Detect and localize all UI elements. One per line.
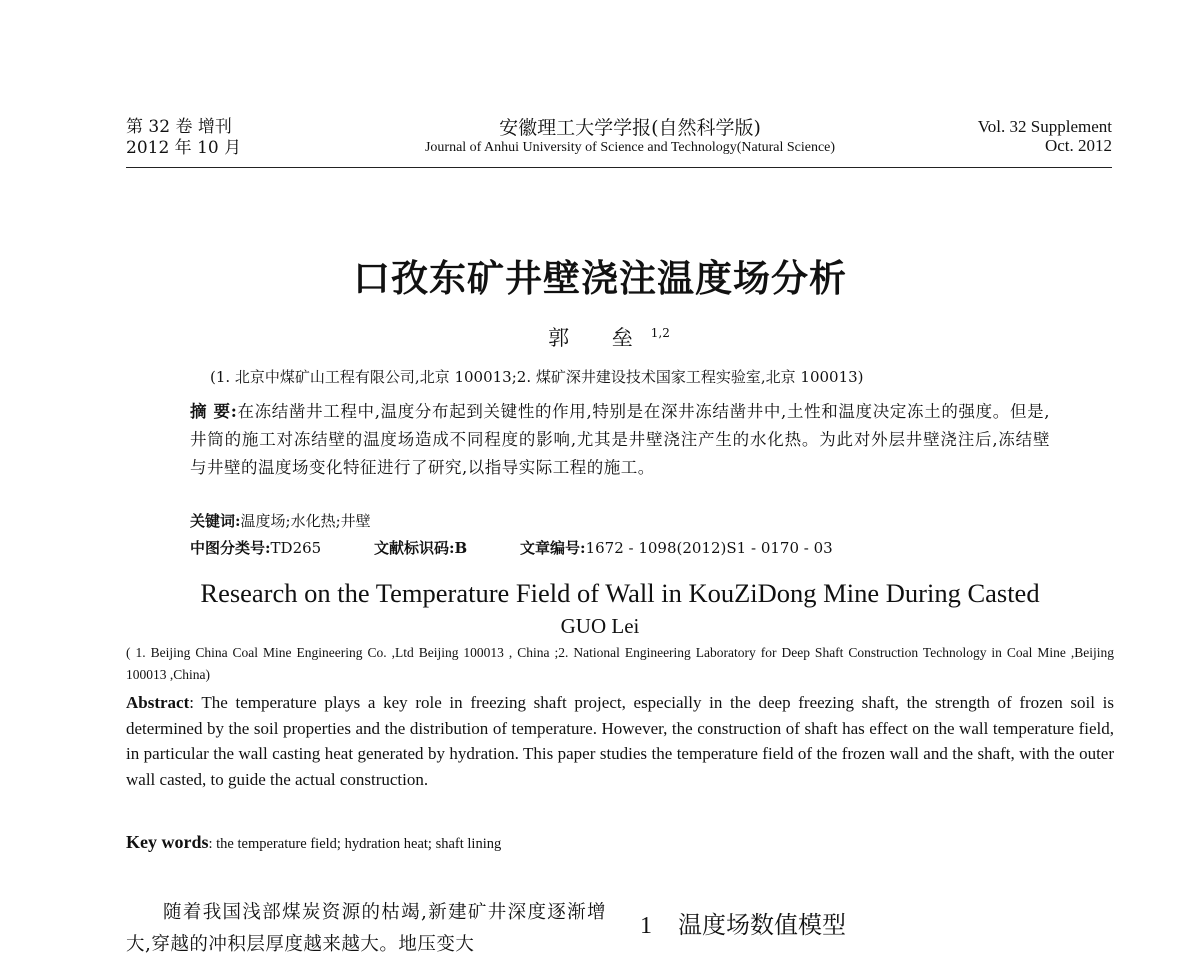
- paper-title-cn: 口孜东矿井壁浇注温度场分析: [353, 256, 847, 300]
- doc-code-label: 文献标识码:: [374, 539, 455, 557]
- abstract-cn-text: 在冻结凿井工程中,温度分布起到关键性的作用,特别是在深井冻结凿井中,土性和温度决定冻土的强度。但是,井筒的施工对冻结壁的温度场造成不同程度的影响,尤其是井壁浇注产生的水化热。为此对外层井壁浇注后,冻结壁与井壁的温度场变化特征进行了研究,以指导实际工程的施工。: [190, 402, 1051, 477]
- keywords-cn: [190, 510, 371, 531]
- classification-line: [190, 537, 881, 558]
- doc-code: [374, 539, 467, 557]
- journal-name: [340, 117, 920, 157]
- author-en: GUO Lei: [560, 614, 640, 638]
- section-number: 1: [640, 913, 652, 939]
- keywords-en-label: Key words: [126, 832, 209, 852]
- class-number-label: 中图分类号:: [190, 539, 271, 557]
- journal-name-en: Journal of Anhui University of Science and Technology(Natural Science): [424, 140, 836, 155]
- keywords-en: Key words: the temperature field; hydration heat; shaft lining: [126, 832, 502, 852]
- keywords-cn-label: 关键词:: [190, 512, 241, 530]
- issue-info: [126, 117, 241, 159]
- volume-supplement: Vol. 32 Supplement: [977, 117, 1112, 136]
- article-number-label: 文章编号:: [520, 539, 586, 557]
- keywords-cn-text: 温度场;水化热;井壁: [240, 512, 371, 530]
- keywords-en-text: the temperature field; hydration heat; shaft lining: [216, 836, 502, 852]
- issue-date: 2012 年 10 月: [126, 138, 242, 158]
- abstract-en-label: Abstract: [126, 693, 190, 712]
- issue-volume: 第 32 卷 增刊: [126, 117, 232, 137]
- abstract-cn: [190, 398, 1050, 482]
- affiliation-en: ( 1. Beijing China Coal Mine Engineering Co. ,Ltd Beijing 100013 , China ;2. National Engineering Laboratory for Deep Shaft Construction Technology in Coal Mine ,Beijing 100013 ,China): [126, 645, 1114, 682]
- article-number: [520, 539, 833, 557]
- section-title: 温度场数值模型: [678, 911, 846, 939]
- paper-title-en: Research on the Temperature Field of Wall in KouZiDong Mine During Casted: [200, 578, 1040, 608]
- class-number: [190, 539, 321, 557]
- article-number-value: 1672 - 1098(2012)S1 - 0170 - 03: [585, 539, 833, 557]
- author-cn: [0, 322, 1200, 352]
- doc-code-value: B: [454, 539, 468, 557]
- volume-info: [978, 117, 1112, 155]
- abstract-cn-label: 摘 要:: [190, 402, 238, 421]
- class-number-value: TD265: [270, 539, 322, 557]
- affiliation-cn: (1. 北京中煤矿山工程有限公司,北京 100013;2. 煤矿深井建设技术国家工程实验室,北京 100013): [210, 368, 864, 386]
- volume-date: Oct. 2012: [1044, 136, 1112, 155]
- journal-name-cn: 安徽理工大学学报(自然科学版): [499, 117, 761, 139]
- header-rule: [126, 167, 1112, 168]
- author-cn-affil-marker: 1,2: [650, 326, 670, 340]
- intro-paragraph: 随着我国浅部煤炭资源的枯竭,新建矿井深度逐渐增大,穿越的冲积层厚度越来越大。地压变大: [126, 902, 606, 955]
- abstract-en-text: The temperature plays a key role in freezing shaft project, especially in the deep freezing shaft, the strength of frozen soil is determined by the soil properties and the distribution of temperature. However, the construction of shaft has effect on the wall temperature field, in particular the wall casting heat generated by hydration. This paper studies the temperature field of the frozen wall and the shaft, with the outer wall casted, to guide the actual construction.: [126, 693, 1114, 789]
- author-cn-name: 郭 垒: [548, 326, 651, 350]
- section-heading: [640, 905, 846, 940]
- abstract-en: Abstract: The temperature plays a key role in freezing shaft project, especially in the deep freezing shaft, the strength of frozen soil is determined by the soil properties and the distribution of temperature. However, the construction of shaft has effect on the wall temperature field, in particular the wall casting heat generated by hydration. This paper studies the temperature field of the frozen wall and the shaft, with the outer wall casted, to guide the actual construction.: [126, 693, 1114, 789]
